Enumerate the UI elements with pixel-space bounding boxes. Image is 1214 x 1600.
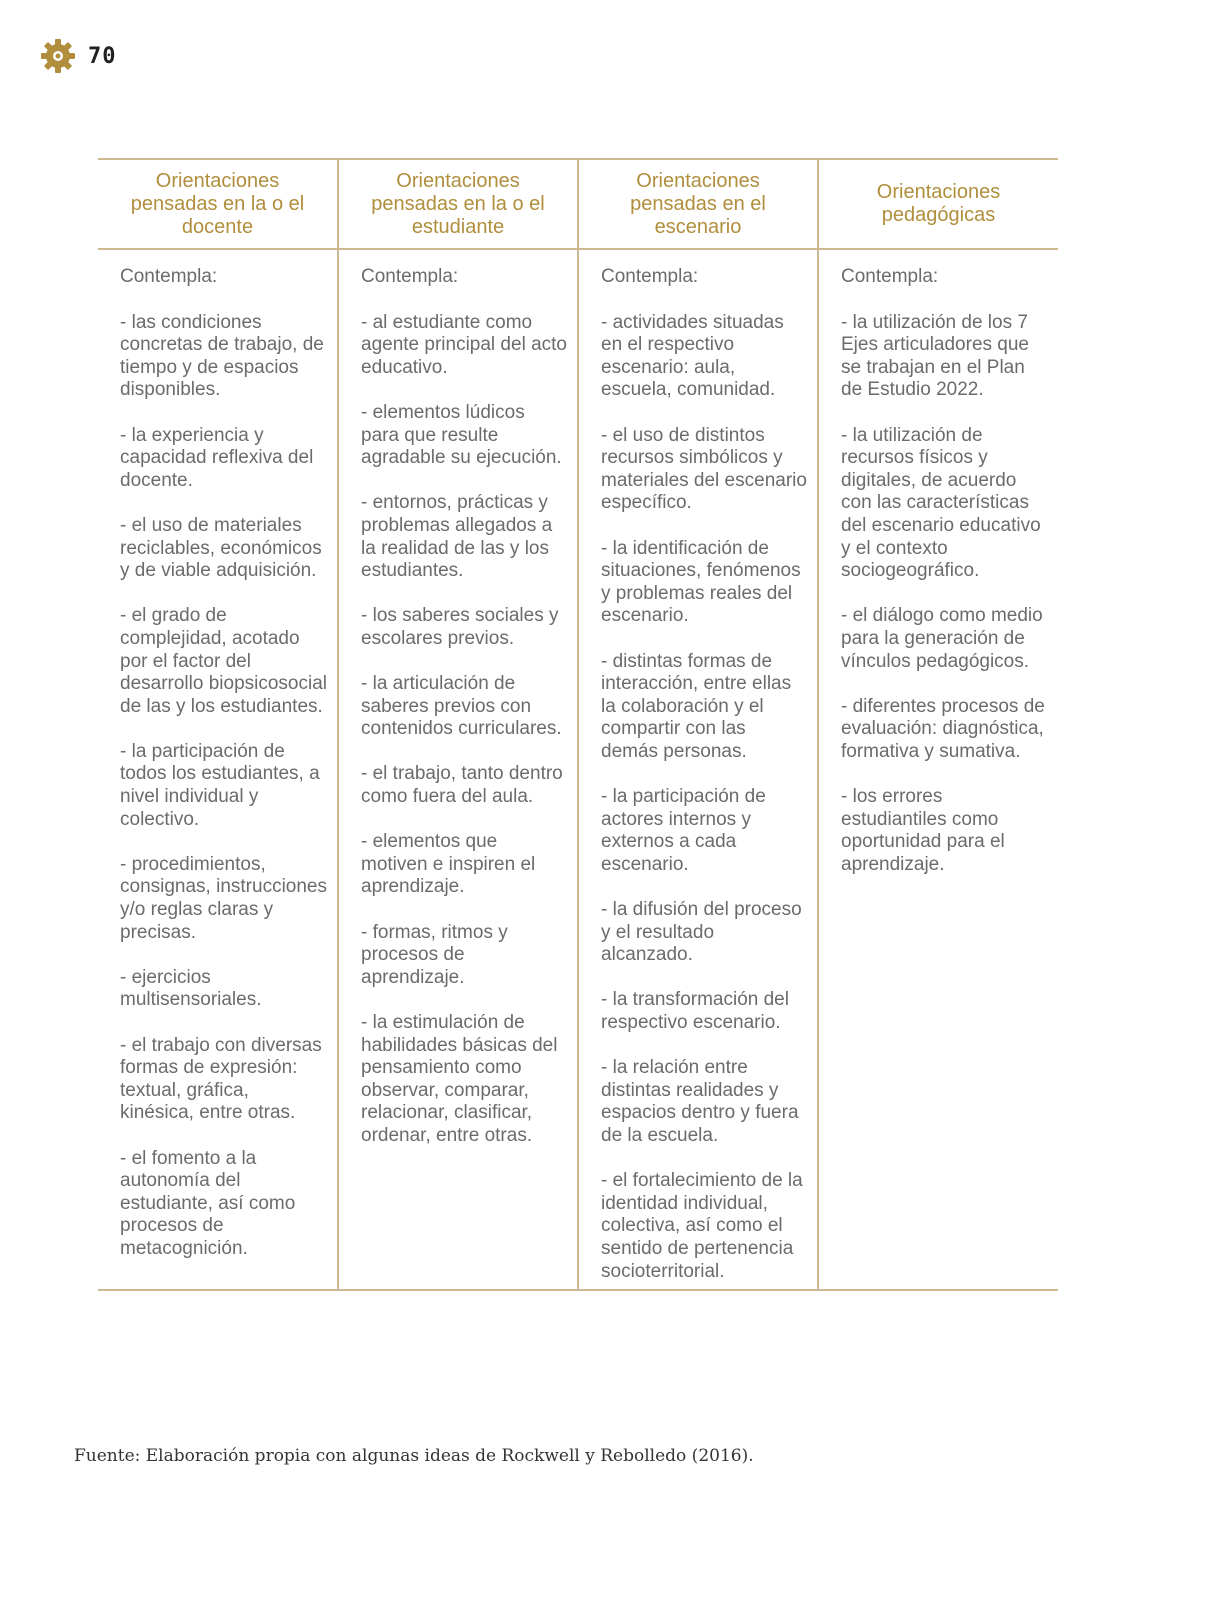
column-pedagogicas: [818, 249, 1058, 1290]
list-item: - los saberes sociales y escolares previos.: [361, 605, 559, 649]
list-item: - la identificación de situaciones, fenómenos y problemas reales del escenario.: [601, 537, 801, 627]
list-item: - el trabajo con diversas formas de expresión: textual, gráfica, kinésica, entre otras.: [120, 1034, 322, 1124]
list-item: - entornos, prácticas y problemas allegados a la realidad de las y los estudiantes.: [361, 492, 553, 582]
list-item: - diferentes procesos de evaluación: diagnóstica, formativa y sumativa.: [841, 695, 1045, 762]
intro-text: Contempla:: [361, 266, 459, 287]
list-item: - ejercicios multisensoriales.: [120, 966, 262, 1011]
list-item: - elementos lúdicos para que resulte agradable su ejecución.: [361, 401, 562, 469]
gear-flower-icon: [38, 36, 78, 76]
item-list: [601, 312, 807, 1284]
list-item: - elementos que motiven e inspiren el aprendizaje.: [361, 831, 536, 898]
page-number: 70: [88, 43, 117, 69]
list-item: - la difusión del proceso y el resultado alcanzado.: [601, 899, 802, 966]
list-item: - los errores estudiantiles como oportunidad para el aprendizaje.: [841, 786, 1005, 875]
list-item: - la estimulación de habilidades básicas del pensamiento como observar, comparar, relacionar, clasificar, ordenar, entre otras.: [361, 1012, 558, 1146]
column-heading-estudiante: Orientaciones pensadas en la o el estudiante: [338, 159, 578, 249]
item-list: [361, 312, 567, 1148]
intro-text: Contempla:: [841, 266, 939, 287]
column-docente: [98, 249, 338, 1290]
column-heading-escenario: Orientaciones pensadas en el escenario: [578, 159, 818, 249]
list-item: - distintas formas de interacción, entre ellas la colaboración y el compartir con las demás personas.: [601, 650, 792, 762]
list-item: - la relación entre distintas realidades y espacios dentro y fuera de la escuela.: [601, 1057, 799, 1146]
list-item: - la utilización de los 7 Ejes articuladores que se trabajan en el Plan de Estudio 2022.: [841, 311, 1029, 401]
page-header: [38, 36, 117, 76]
list-item: - la transformación del respectivo escenario.: [601, 989, 789, 1033]
column-heading-docente: Orientaciones pensadas en la o el docente: [98, 159, 338, 249]
list-item: - la utilización de recursos físicos y digitales, de acuerdo con las características del escenario educativo y el contexto sociogeográfico.: [841, 424, 1041, 582]
list-item: - el uso de materiales reciclables, económicos y de viable adquisición.: [120, 514, 322, 582]
list-item: - el fortalecimiento de la identidad individual, colectiva, así como el sentido de pertenencia socioterritorial.: [601, 1170, 803, 1282]
list-item: - al estudiante como agente principal del acto educativo.: [361, 311, 567, 378]
table-header-row: [98, 159, 1058, 249]
list-item: - el diálogo como medio para la generación de vínculos pedagógicos.: [841, 605, 1043, 672]
item-list: [841, 312, 1048, 877]
intro-text: Contempla:: [601, 266, 699, 287]
table-body-row: [98, 249, 1058, 1290]
list-item: - actividades situadas en el respectivo escenario: aula, escuela, comunidad.: [601, 311, 784, 401]
orientations-table: [98, 158, 1058, 1291]
list-item: - el fomento a la autonomía del estudiante, así como procesos de metacognición.: [120, 1147, 296, 1259]
column-heading-pedagogicas: Orientaciones pedagógicas: [818, 159, 1058, 249]
list-item: - formas, ritmos y procesos de aprendizaje.: [361, 921, 508, 988]
intro-text: Contempla:: [120, 266, 218, 287]
list-item: - el uso de distintos recursos simbólicos y materiales del escenario específico.: [601, 424, 807, 514]
list-item: - el grado de complejidad, acotado por el factor del desarrollo biopsicosocial de las y los estudiantes.: [120, 605, 327, 717]
column-estudiante: [338, 249, 578, 1290]
list-item: - procedimientos, consignas, instrucciones y/o reglas claras y precisas.: [120, 853, 327, 943]
column-escenario: [578, 249, 818, 1290]
list-item: - el trabajo, tanto dentro como fuera del aula.: [361, 763, 563, 808]
list-item: - la participación de todos los estudiantes, a nivel individual y colectivo.: [120, 740, 320, 830]
list-item: - la experiencia y capacidad reflexiva del docente.: [120, 424, 314, 491]
source-caption: Fuente: Elaboración propia con algunas ideas de Rockwell y Rebolledo (2016).: [74, 1446, 754, 1466]
list-item: - las condiciones concretas de trabajo, de tiempo y de espacios disponibles.: [120, 311, 324, 401]
item-list: [120, 312, 327, 1261]
list-item: - la participación de actores internos y externos a cada escenario.: [601, 786, 766, 875]
list-item: - la articulación de saberes previos con contenidos curriculares.: [361, 673, 562, 740]
